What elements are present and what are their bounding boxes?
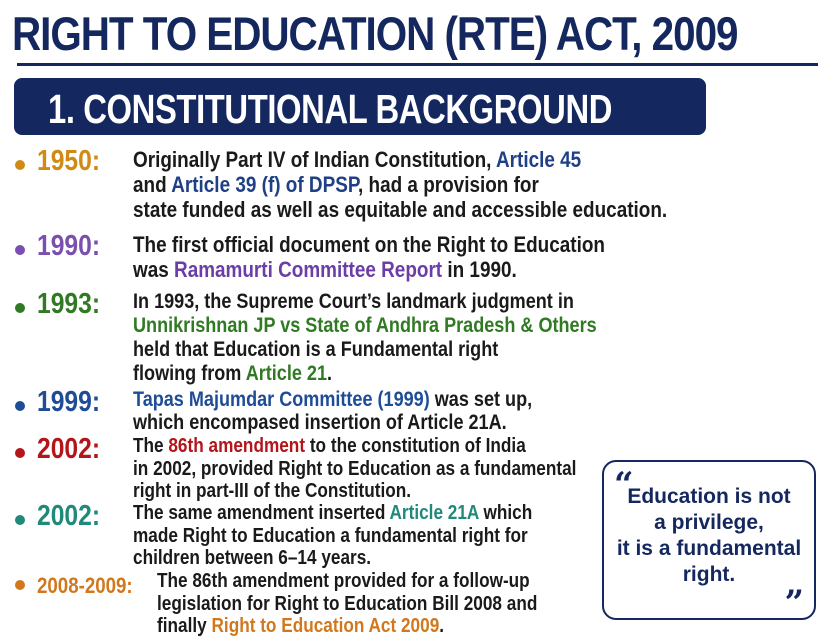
description-line <box>133 290 597 314</box>
text-segment: made Right to Education a fundamental right for <box>133 524 528 547</box>
text-segment: was set up, <box>429 388 533 411</box>
text-segment: and <box>133 172 172 197</box>
highlighted-text: Article 21A <box>389 502 479 524</box>
description-line <box>133 547 532 570</box>
description-line <box>133 147 667 172</box>
page-title: RIGHT TO EDUCATION (RTE) ACT, 2009 <box>12 7 738 60</box>
text-segment: which encompased insertion of Article 21A. <box>133 411 507 434</box>
quote-line: Education is not <box>627 485 791 508</box>
text-segment: finally <box>157 615 212 637</box>
entry-year: 2002: <box>37 500 101 532</box>
text-segment: flowing from <box>133 362 246 385</box>
description-line <box>133 458 576 481</box>
highlighted-text: Ramamurti Committee Report <box>174 257 443 282</box>
text-segment: in 1990. <box>442 257 517 282</box>
entry-description <box>133 290 597 386</box>
section-heading: 1. CONSTITUTIONAL BACKGROUND <box>48 86 613 132</box>
description-line <box>133 232 605 257</box>
quote-line: right. <box>682 563 736 586</box>
highlighted-text: 86th amendment <box>168 435 306 457</box>
entry-description <box>133 502 532 570</box>
entry-description <box>133 435 576 503</box>
text-segment: was <box>133 257 175 282</box>
description-line <box>133 362 597 386</box>
entry-description <box>133 232 605 282</box>
description-line <box>157 593 537 616</box>
text-segment: state funded as well as equitable and accessible education. <box>133 197 668 222</box>
close-quote-icon: ” <box>784 583 804 623</box>
text-segment: The first official document on the Right to Education <box>133 232 605 257</box>
text-segment: children between 6–14 years. <box>133 547 372 569</box>
title-divider <box>17 63 818 66</box>
description-line <box>133 197 667 222</box>
entry-description <box>133 147 667 222</box>
entry-description <box>133 388 532 434</box>
highlighted-text: Article 21 <box>245 362 328 385</box>
bullet-icon <box>15 448 25 458</box>
text-segment: In 1993, the Supreme Court’s landmark judgment in <box>133 290 574 313</box>
entry-year: 2002: <box>37 433 101 465</box>
entry-year: 1950: <box>37 145 101 177</box>
text-segment: which <box>478 502 533 524</box>
entry-year: 1993: <box>37 288 101 320</box>
text-segment: held that Education is a Fundamental right <box>133 338 499 361</box>
bullet-icon <box>15 401 25 411</box>
text-segment: . <box>439 615 445 637</box>
description-line <box>133 435 576 458</box>
quote-line: it is a fundamental <box>616 537 802 560</box>
quote-box <box>602 460 816 623</box>
entry-description <box>157 570 537 638</box>
text-segment: The 86th amendment provided for a follow-up <box>157 570 530 592</box>
text-segment: legislation for Right to Education Bill 2008 and <box>157 592 538 615</box>
quote-line: a privilege, <box>654 511 764 534</box>
entry-year: 1990: <box>37 230 101 262</box>
description-line <box>133 257 605 282</box>
bullet-icon <box>15 515 25 525</box>
text-segment: to the constitution of India <box>305 435 526 457</box>
text-segment: in 2002, provided Right to Education as a fundamental <box>133 457 577 480</box>
bullet-icon <box>15 245 25 255</box>
bullet-icon <box>15 580 25 590</box>
section-banner <box>14 78 706 135</box>
description-line <box>133 338 597 362</box>
text-segment: The same amendment inserted <box>133 502 390 524</box>
description-line <box>133 480 576 503</box>
description-line <box>133 502 532 525</box>
bullet-icon <box>15 303 25 313</box>
text-segment: The <box>133 435 169 457</box>
text-segment: Originally Part IV of Indian Constitution, <box>133 147 497 172</box>
description-line <box>133 525 532 548</box>
text-segment: . <box>327 362 333 385</box>
entry-year: 1999: <box>37 386 101 418</box>
highlighted-text: Unnikrishnan JP vs State of Andhra Pradesh & Others <box>133 314 597 337</box>
highlighted-text: Article 39 (f) of DPSP <box>171 172 359 197</box>
description-line <box>157 615 537 638</box>
open-quote-icon: “ <box>614 465 634 505</box>
highlighted-text: Tapas Majumdar Committee (1999) <box>133 388 430 411</box>
description-line <box>133 314 597 338</box>
quote-text <box>604 484 814 588</box>
bullet-icon <box>15 160 25 170</box>
text-segment: , had a provision for <box>358 172 539 197</box>
description-line <box>157 570 537 593</box>
text-segment: right in part-III of the Constitution. <box>133 480 412 502</box>
description-line <box>133 388 532 411</box>
description-line <box>133 172 667 197</box>
highlighted-text: Right to Education Act 2009 <box>211 615 440 637</box>
description-line <box>133 411 532 434</box>
entry-year: 2008-2009: <box>37 573 133 598</box>
highlighted-text: Article 45 <box>496 147 582 172</box>
